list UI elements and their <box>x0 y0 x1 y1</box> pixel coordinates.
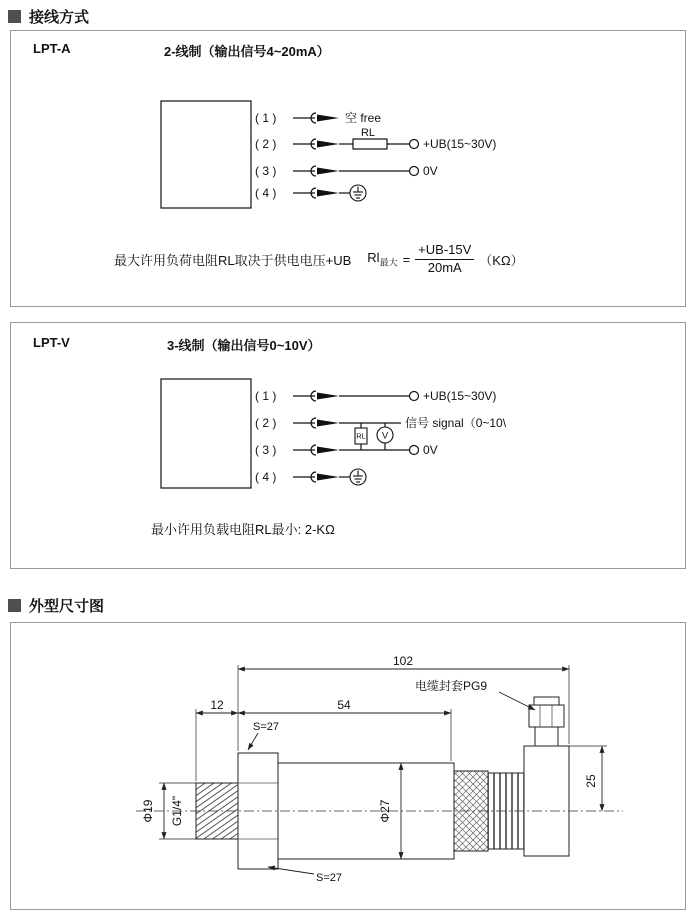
dim-label-102: 102 <box>392 654 414 668</box>
lpta-panel <box>10 30 686 307</box>
formula-numerator: +UB-15V <box>415 243 474 260</box>
connector-plug-icon <box>311 166 339 176</box>
leader-s27-bottom <box>268 867 314 874</box>
ground-icon <box>350 185 366 201</box>
ub-terminal-circle <box>410 140 419 149</box>
cable-gland-label: 电缆封套PG9 <box>415 679 488 693</box>
gland-neck <box>535 727 558 746</box>
terminal-label-1: ( 1 ) <box>255 111 277 125</box>
cable-gland-cap <box>534 697 559 705</box>
dimensions-panel <box>10 622 686 910</box>
connector-housing <box>524 746 569 856</box>
lptv-wiring-diagram <box>11 365 685 525</box>
connector-plug-icon <box>311 472 339 482</box>
lpta-diagram-labels <box>255 110 496 200</box>
connector-plug-icon <box>311 188 339 198</box>
ub-terminal-circle <box>410 392 419 401</box>
thread-spec-label: G1/4" <box>170 795 184 827</box>
rl-max-formula <box>367 243 523 276</box>
formula-unit: （KΩ） <box>479 252 524 268</box>
connector-plug-icon <box>311 113 339 123</box>
terminal-label-1: ( 1 ) <box>255 389 277 403</box>
section-bullet-icon <box>8 599 21 612</box>
formula-lhs-text: Rl <box>367 250 380 266</box>
formula-lhs <box>367 250 397 269</box>
connector-plug-icons <box>311 113 339 198</box>
formula-equals: = <box>402 251 411 267</box>
rl-max-note-row <box>114 243 524 276</box>
ub-terminal-label: +UB(15~30V) <box>423 389 497 403</box>
terminal-label-4: ( 4 ) <box>255 186 277 200</box>
leader-pg9 <box>499 692 535 710</box>
rl-min-note: 最小许用负载电阻RL最小: 2-KΩ <box>151 522 335 537</box>
s27-top-label: S=27 <box>253 721 279 733</box>
lptv-panel <box>10 322 686 569</box>
cable-gland-nut <box>529 705 564 727</box>
formula-fraction <box>415 243 474 276</box>
terminal-wires <box>293 118 409 193</box>
rl-resistor <box>353 139 387 149</box>
leader-s27-top <box>248 733 258 750</box>
rl-max-note: 最大许用负荷电阻RL取决于供电电压+UB <box>114 252 352 268</box>
connector-plug-icon <box>311 391 339 401</box>
lptv-subtitle: 3-线制（输出信号0~10V） <box>167 338 321 353</box>
ub-terminal-label: +UB(15~30V) <box>423 137 497 151</box>
dimension-drawing <box>11 623 685 909</box>
free-terminal-label: 空 free <box>345 111 382 125</box>
s27-bottom-label: S=27 <box>316 872 342 884</box>
dim-label-54: 54 <box>337 698 351 712</box>
lpta-model-label: LPT-A <box>33 41 71 56</box>
dim-label-25: 25 <box>584 774 598 788</box>
voltmeter-label: V <box>381 430 389 442</box>
lptv-diagram-labels <box>255 389 507 484</box>
terminal-label-3: ( 3 ) <box>255 443 277 457</box>
lptv-model-label: LPT-V <box>33 335 70 350</box>
formula-denominator: 20mA <box>427 259 462 275</box>
section-title-dimensions: 外型尺寸图 <box>29 598 105 615</box>
zero-terminal-circle <box>410 446 419 455</box>
signal-label: 信号 signal（0~10\ <box>405 416 507 430</box>
terminal-label-2: ( 2 ) <box>255 137 277 151</box>
zero-terminal-label: 0V <box>423 164 438 178</box>
dim-label-phi27: Φ27 <box>378 799 392 823</box>
rl-resistor-label: RL <box>356 431 366 441</box>
zero-terminal-label: 0V <box>423 443 438 457</box>
terminal-label-2: ( 2 ) <box>255 416 277 430</box>
section-title-wiring: 接线方式 <box>29 9 90 26</box>
zero-terminal-circle <box>410 167 419 176</box>
dim-label-12: 12 <box>210 698 224 712</box>
terminal-label-3: ( 3 ) <box>255 164 277 178</box>
lpta-subtitle: 2-线制（输出信号4~20mA） <box>164 44 330 59</box>
transmitter-box <box>161 379 251 488</box>
terminal-label-4: ( 4 ) <box>255 470 277 484</box>
ground-icon <box>350 469 366 485</box>
connector-plug-icon <box>311 445 339 455</box>
sensor-outline <box>196 697 569 869</box>
connector-plug-icons <box>311 391 339 482</box>
transmitter-box <box>161 101 251 208</box>
connector-plug-icon <box>311 139 339 149</box>
lpta-wiring-diagram <box>11 69 685 241</box>
dim-label-phi19: Φ19 <box>141 799 155 823</box>
formula-lhs-sub: 最大 <box>379 257 398 268</box>
section-header-wiring <box>8 6 89 27</box>
section-header-dimensions <box>8 595 104 616</box>
rl-resistor-label: RL <box>360 127 376 139</box>
connector-plug-icon <box>311 418 339 428</box>
section-bullet-icon <box>8 10 21 23</box>
